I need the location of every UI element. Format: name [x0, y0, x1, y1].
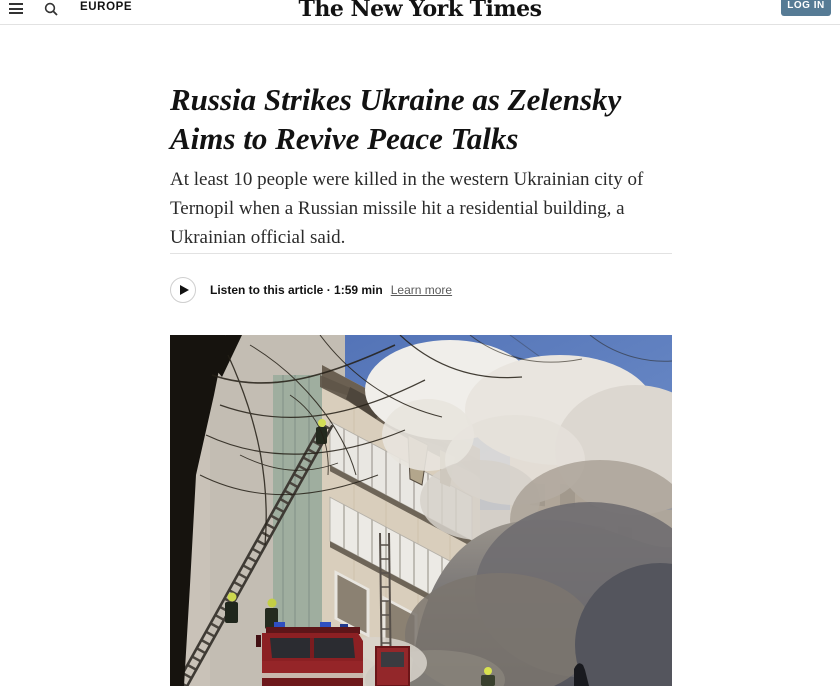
- section-link-europe[interactable]: EUROPE: [80, 1, 133, 13]
- listen-duration-label: Listen to this article · 1:59 min: [210, 283, 383, 298]
- summary-line-1: At least 10 people were killed in the western Ukrainian city of: [170, 169, 644, 191]
- summary-line-3: Ukrainian official said.: [170, 227, 346, 249]
- article-summary: [170, 165, 672, 252]
- article-headline: [170, 80, 672, 158]
- nyt-masthead-logo[interactable]: The New York Times: [298, 0, 542, 22]
- article-column: [170, 80, 672, 686]
- headline-line-2: Aims to Revive Peace Talks: [170, 121, 519, 157]
- play-icon: [180, 285, 189, 295]
- article-photo-illustration: [170, 335, 672, 686]
- summary-line-2: Ternopil when a Russian missile hit a residential building, a: [170, 198, 625, 220]
- summary-divider: [170, 253, 672, 254]
- article-photo: [170, 335, 672, 686]
- audio-player-row: [170, 277, 672, 303]
- log-in-button[interactable]: LOG IN: [781, 0, 831, 16]
- play-audio-button[interactable]: [170, 277, 196, 303]
- learn-more-link[interactable]: Learn more: [390, 283, 453, 298]
- top-navigation-bar: [0, 0, 840, 25]
- headline-line-1: Russia Strikes Ukraine as Zelensky: [170, 82, 622, 117]
